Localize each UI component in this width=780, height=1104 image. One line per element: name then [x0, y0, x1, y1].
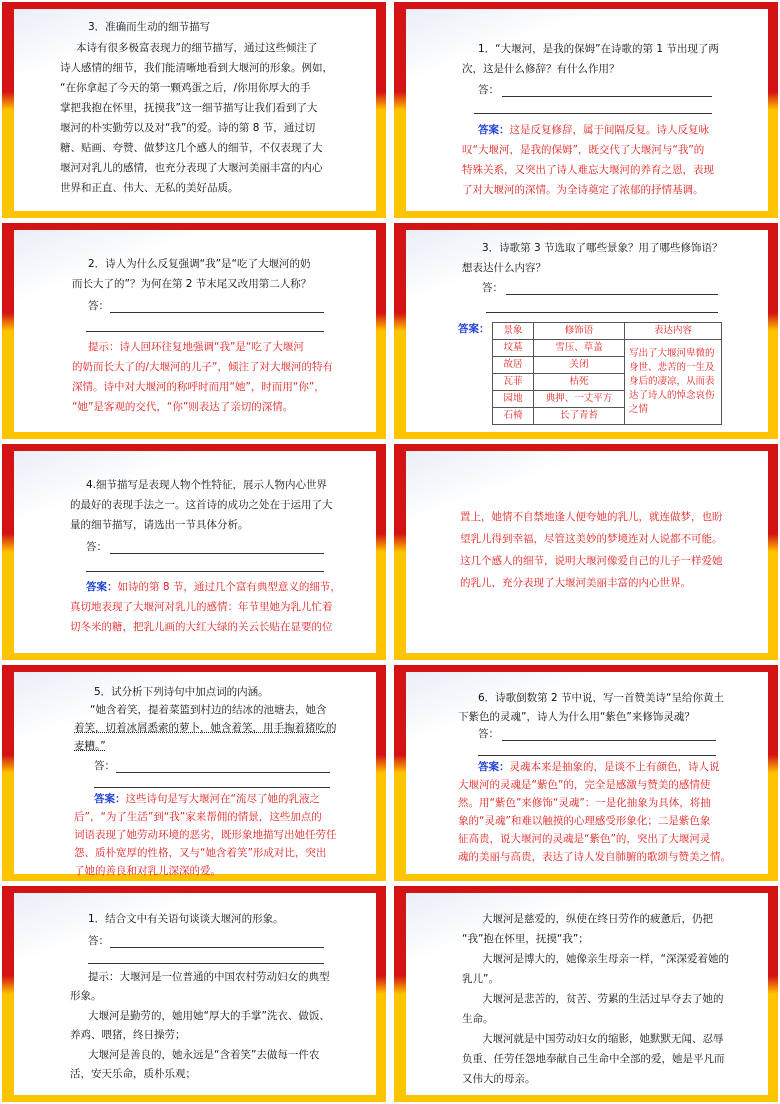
body-line: 世界和正直、伟大、无私的美好品质。: [60, 182, 239, 194]
answer-prompt: 答：: [86, 541, 107, 553]
answer-line: [116, 772, 330, 773]
answer-line: [94, 787, 330, 788]
answer-line-1: 答案：如诗的第 8 节，通过几个富有典型意义的细节，: [86, 581, 341, 593]
hint-line: 大堰河是勤劳的，她用她“厚大的手掌”洗衣、做饭、: [88, 1010, 330, 1022]
slide-2: [394, 2, 778, 218]
answer-line: 切冬米的糖，把乳儿画的大红大绿的关云长贴在显要的位: [70, 621, 333, 633]
question-line: 1．“大堰河，是我的保姆”在诗歌的第 1 节出现了两: [478, 43, 719, 55]
question-line: 次，这是什么修辞？有什么作用？: [462, 63, 620, 75]
question-line: 4.细节描写是表现人物个性特征，展示人物内心世界: [86, 479, 328, 491]
answer-prompt: 答：: [482, 282, 503, 294]
body-line: 又伟大的母亲。: [462, 1073, 536, 1085]
answer-line-1: 答案：这是反复修辞，属于间隔反复。诗人反复咏: [478, 124, 709, 136]
answer-line: 大堰河的灵魂是“紫色”的，完全是感激与赞美的感情使: [458, 779, 711, 791]
body-line: 负重、任劳任怨地奉献自己生命中全部的爱，她是平凡而: [462, 1053, 725, 1065]
table-cell: 瓦菲: [493, 374, 534, 391]
table-cell: 枯死: [534, 374, 625, 391]
body-line: “在你拿起了今天的第一颗鸡蛋之后，/你用你厚大的手: [60, 82, 311, 94]
question-line: 3．诗歌第 3 节选取了哪些景象？用了哪些修饰语？: [482, 242, 723, 254]
answer-line: 望乳儿得到幸福，尽管这美妙的梦境连对人说都不可能。: [460, 533, 723, 545]
answer-label: 答案：: [458, 323, 490, 335]
question-line: 下紫色的灵魂”，诗人为什么用“紫色”来修饰灵魂？: [458, 711, 695, 723]
answer-line: 真切地表现了大堰河对乳儿的感情：年节里她为乳儿忙着: [70, 601, 333, 613]
table-cell: 典押、一丈平方: [534, 391, 625, 408]
hint-line: 大堰河是善良的，她永远是“含着笑”去做每一件农: [88, 1049, 320, 1061]
answer-line: [86, 331, 324, 332]
quote-line: 麦糟。”: [74, 740, 106, 752]
body-line: 诗人感情的细节，我们能清晰地看到大堰河的形象。例如，: [60, 62, 333, 74]
body-line: 乳儿”。: [462, 973, 499, 985]
slide-card: [14, 672, 376, 877]
answer-prompt: 答：: [94, 760, 115, 772]
table-cell: 关闭: [534, 357, 625, 374]
answer-line-1: 答案：这些诗句是写大堰河在“流尽了她的乳液之: [94, 793, 320, 805]
body-line: 堰河的朴实勤劳以及对“我”的爱。诗的第 8 节，通过切: [60, 122, 316, 134]
table-header: 表达内容: [625, 323, 722, 340]
body-line: 糖、贴画、夸赞、做梦这几个感人的细节，不仅表现了大: [60, 142, 323, 154]
slide-card: [406, 451, 768, 653]
slide-10: [394, 886, 778, 1102]
section-heading: 3．准确而生动的细节描写: [88, 21, 211, 33]
answer-line: 的奶而长大了的/大堰河的儿子”，倾注了对大堰河的特有: [72, 361, 333, 373]
slide-card: [14, 9, 376, 211]
answer-line: 然。用“紫色”来修饰“灵魂”：一是化抽象为具体，将抽: [458, 797, 711, 809]
answer-line: 词语表现了她劳动环境的恶劣，既形象地描写出她任劳任: [74, 829, 337, 841]
slide-card: [406, 893, 768, 1095]
answer-label: 答案：: [86, 581, 118, 593]
answer-line: 这几个感人的细节，说明大堰河像爱自己的儿子一样爱她: [460, 555, 723, 567]
answer-line: [88, 963, 324, 964]
question-line: 1．结合文中有关语句谈谈大堰河的形象。: [88, 913, 284, 925]
answer-line: 提示：诗人回环往复地强调“我”是“吃了大堰河: [88, 341, 304, 353]
question-line: 而长大了的”？为何在第 2 节末尾又改用第二人称？: [72, 278, 312, 290]
table-row: [493, 340, 722, 357]
table-cell: 故居: [493, 357, 534, 374]
question-line: 2．诗人为什么反复强调“我”是“吃了大堰河的奶: [88, 258, 311, 270]
answer-line: 了对大堰河的深情。为全诗奠定了浓郁的抒情基调。: [462, 184, 704, 196]
table-header: 修饰语: [534, 323, 625, 340]
answer-line: [506, 294, 718, 295]
answer-line: 征高贵，说大堰河的灵魂是“紫色”的，突出了大堰河灵: [458, 833, 711, 845]
question-line: 量的细节描写，请选出一节具体分析。: [70, 519, 249, 531]
table-cell: 坟墓: [493, 340, 534, 357]
answer-line: [110, 947, 324, 948]
slide-card: [406, 672, 768, 874]
slide-5: [2, 444, 386, 660]
answer-line: 叹“大堰河，是我的保姆”，既交代了大堰河与“我”的: [462, 144, 705, 156]
answer-label: 答案：: [478, 124, 510, 136]
answer-line: [502, 96, 712, 97]
body-line: “我”抱在怀里，抚摸“我”；: [462, 933, 589, 945]
body-line: 大堰河就是中国劳动妇女的缩影，她默默无闻、忍辱: [482, 1033, 724, 1045]
body-line: 本诗有很多极富表现力的细节描写，通过这些倾注了: [76, 42, 318, 54]
answer-line: 的乳儿，充分表现了大堰河美丽丰富的内心世界。: [460, 577, 691, 589]
body-line: 生命。: [462, 1013, 494, 1025]
answer-line: 深情。诗中对大堰河的称呼时而用“她”，时而用“你”，: [72, 381, 325, 393]
answer-line: [110, 312, 324, 313]
answer-line: [502, 740, 716, 741]
table-cell: 长了青苔: [534, 408, 625, 425]
slide-card: [14, 451, 376, 653]
answer-line: 怨、质朴宽厚的性格，又与“她含着笑”形成对比，突出: [74, 847, 327, 859]
answer-line: 了她的善良和对乳儿深深的爱。: [74, 865, 221, 877]
hint-line: 养鸡、喂猪，终日操劳；: [70, 1029, 186, 1041]
answer-line: 魂的美丽与高贵，表达了诗人发自肺腑的歌颂与赞美之情。: [458, 851, 731, 863]
answer-line: [110, 553, 324, 554]
answer-table: [492, 322, 722, 425]
slide-card: [14, 230, 376, 432]
body-line: 堰河对乳儿的感情，也充分表现了大堰河美丽丰富的内心: [60, 162, 323, 174]
table-cell: 雪压、草盖: [534, 340, 625, 357]
answer-line: 特殊关系，又突出了诗人难忘大堰河的养育之恩，表现: [462, 164, 714, 176]
answer-prompt: 答：: [88, 935, 109, 947]
table-header: 景象: [493, 323, 534, 340]
quote-line: “她含着笑，提着菜篮到村边的结冰的池塘去，她含: [90, 704, 327, 716]
answer-line: [486, 312, 718, 313]
body-line: 大堰河是悲苦的，贫苦、劳累的生活过早夺去了她的: [482, 993, 724, 1005]
slide-9: [2, 886, 386, 1102]
body-line: 大堰河是慈爱的，纵使在终日劳作的疲惫后，仍把: [482, 913, 713, 925]
slide-card: [14, 893, 376, 1095]
answer-line-1: 答案：灵魂本来是抽象的，是谈不上有颜色，诗人说: [478, 761, 720, 773]
slide-3: [2, 223, 386, 439]
slide-6: [394, 444, 778, 660]
answer-label: 答案：: [478, 761, 510, 773]
body-line: 大堰河是博大的，她像亲生母亲一样，“深深爱着她的: [482, 953, 729, 965]
table-header-row: [493, 323, 722, 340]
answer-line: 象的“灵魂”和难以触摸的心理感受形象化；二是紫色象: [458, 815, 711, 827]
table-cell: 园地: [493, 391, 534, 408]
answer-line: [478, 755, 716, 756]
slide-card: [406, 230, 768, 432]
hint-line: 提示：大堰河是一位普通的中国农村劳动妇女的典型: [88, 971, 330, 983]
question-line: 的最好的表现手法之一。这首诗的成功之处在于运用了大: [70, 499, 333, 511]
slide-1: [2, 2, 386, 218]
answer-prompt: 答：: [478, 84, 499, 96]
quote-line: 着笑，切着冰屑悉索的萝卜，她含着笑，用手掏着猪吃的: [74, 722, 337, 734]
question-line: 6．诗歌倒数第 2 节中说，写一首赞美诗“呈给你黄土: [478, 692, 724, 704]
slide-4: [394, 223, 778, 439]
answer-line: [474, 113, 712, 114]
hint-line: 形象。: [70, 990, 102, 1002]
answer-line: 后”，“为了生活”到“我”家来帮佣的情景，这些加点的: [74, 811, 322, 823]
hint-line: 活，安天乐命，质朴乐观；: [70, 1068, 196, 1080]
answer-line: “她”是客观的交代，“你”则表达了亲切的深情。: [72, 401, 294, 413]
answer-prompt: 答：: [88, 300, 109, 312]
answer-line: 置上，她情不自禁地逢人便夸她的乳儿，就连做梦，也盼: [460, 511, 723, 523]
question-line: 想表达什么内容？: [462, 262, 546, 274]
question-line: 5．试分析下列诗句中加点词的内涵。: [94, 686, 269, 698]
answer-prompt: 答：: [478, 728, 499, 740]
slide-card: [406, 9, 768, 211]
answer-line: [86, 571, 324, 572]
slide-8: [394, 665, 778, 881]
body-line: 掌把我抱在怀里，抚摸我”这一细节描写让我们看到了大: [60, 102, 318, 114]
answer-label: 答案：: [94, 793, 126, 805]
table-cell: 石椅: [493, 408, 534, 425]
slide-7: [2, 665, 386, 881]
table-cell-content: 写出了大堰河卑微的身世、悲苦的一生及身后的凄凉，从而表达了诗人的悼念哀伤之情: [625, 340, 722, 425]
